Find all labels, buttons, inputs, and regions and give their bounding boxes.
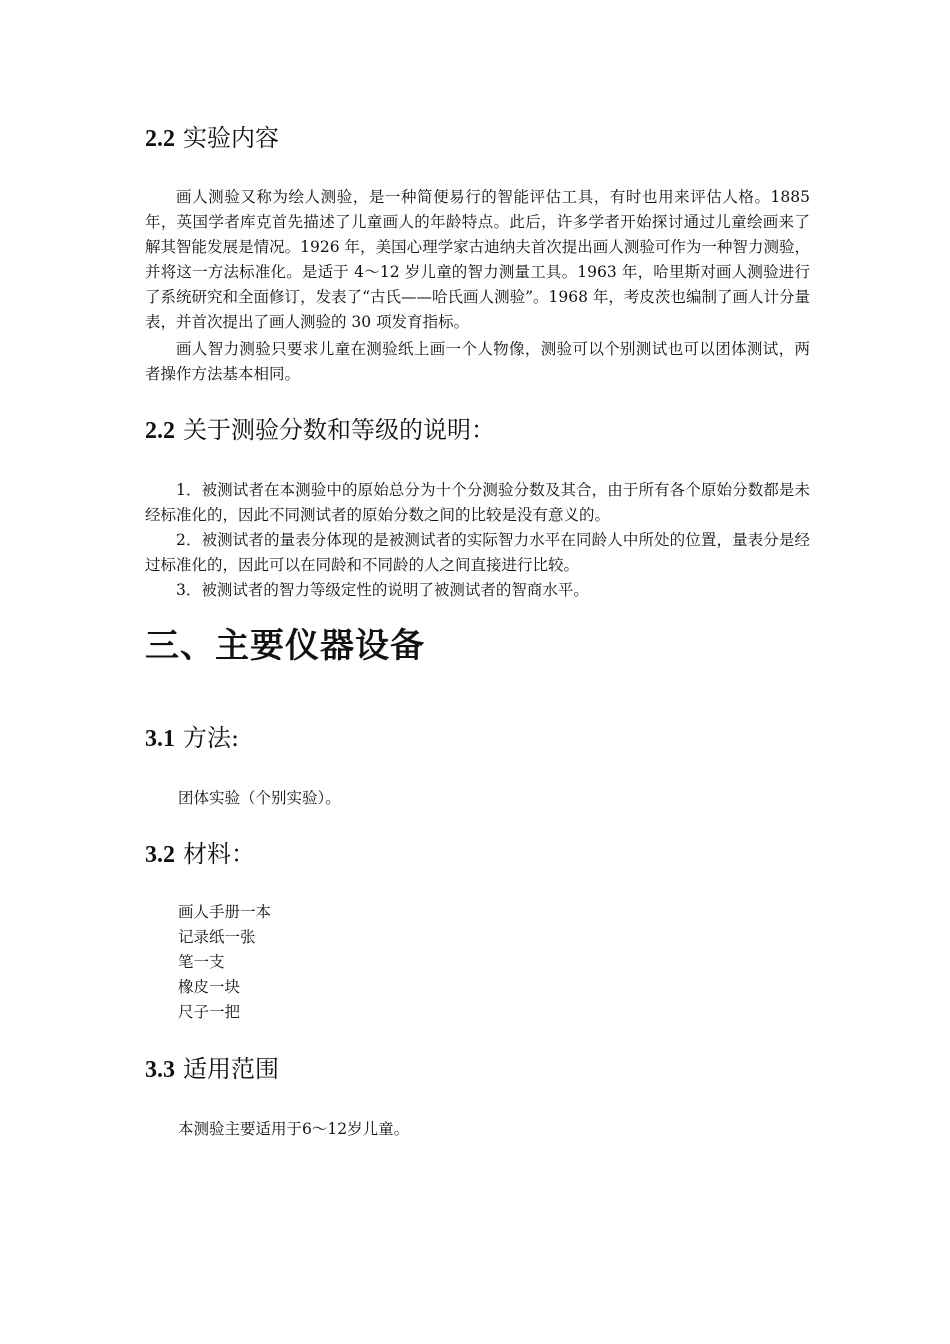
section-title: 实验内容	[183, 124, 279, 152]
section-number: 2.2	[145, 418, 175, 444]
section-heading-3-3	[145, 1049, 279, 1084]
score-note-2: 2．被测试者的量表分体现的是被测试者的实际智力水平在同龄人中所处的位置，量表分是经过标准化的，因此可以在同龄和不同龄的人之间直接进行比较。	[145, 531, 810, 574]
materials-list	[178, 900, 271, 1025]
section-number: 2.2	[145, 126, 175, 152]
section-title: 材料：	[183, 840, 255, 868]
section-title: 关于测验分数和等级的说明：	[183, 416, 495, 444]
list-item: 橡皮一块	[178, 978, 241, 996]
section-number: 3.3	[145, 1057, 175, 1083]
intro-paragraph-2: 画人智力测验只要求儿童在测验纸上画一个人物像，测验可以个别测试也可以团体测试，两者操作方法基本相同。	[145, 340, 810, 383]
score-note-1: 1．被测试者在本测验中的原始总分为十个分测验分数及其合，由于所有各个原始分数都是未经标准化的，因此不同测试者的原始分数之间的比较是没有意义的。	[145, 481, 810, 524]
section-heading-2-2-scores	[145, 410, 495, 445]
scope-text: 本测验主要适用于6～12岁儿童。	[178, 1120, 410, 1138]
list-item: 尺子一把	[178, 1003, 241, 1021]
section-heading-3-1	[145, 718, 239, 753]
list-item: 画人手册一本	[178, 903, 272, 921]
intro-paragraph-1: 画人测验又称为绘人测验，是一种简便易行的智能评估工具，有时也用来评估人格。1885年，英国学者库克首先描述了儿童画人的年龄特点。此后，许多学者开始探讨通过儿童绘画来了解其智能发展是情况。1926 年，美国心理学家古迪纳夫首次提出画人测验可作为一种智力测验，并将这一方法标准化。是适于 4～12 岁儿童的智力测量工具。1963 年，哈里斯对画人测验进行了系统研究和全面修订，发表了“古氏——哈氏画人测验”。1968 年，考皮茨也编制了画人计分量表，并首次提出了画人测验的 30 项发育指标。	[145, 188, 810, 331]
section-heading-2-2-content	[145, 118, 279, 153]
section-title: 方法:	[183, 724, 240, 752]
list-item: 记录纸一张	[178, 928, 256, 946]
chapter-heading-3: 三、主要仪器设备	[145, 626, 425, 666]
section-number: 3.2	[145, 842, 175, 868]
section-heading-3-2	[145, 834, 255, 869]
section-title: 适用范围	[183, 1055, 279, 1083]
list-item: 笔一支	[178, 953, 225, 971]
method-text: 团体实验（个别实验）。	[178, 789, 341, 807]
section-number: 3.1	[145, 726, 175, 752]
score-note-3: 3．被测试者的智力等级定性的说明了被测试者的智商水平。	[176, 581, 589, 599]
